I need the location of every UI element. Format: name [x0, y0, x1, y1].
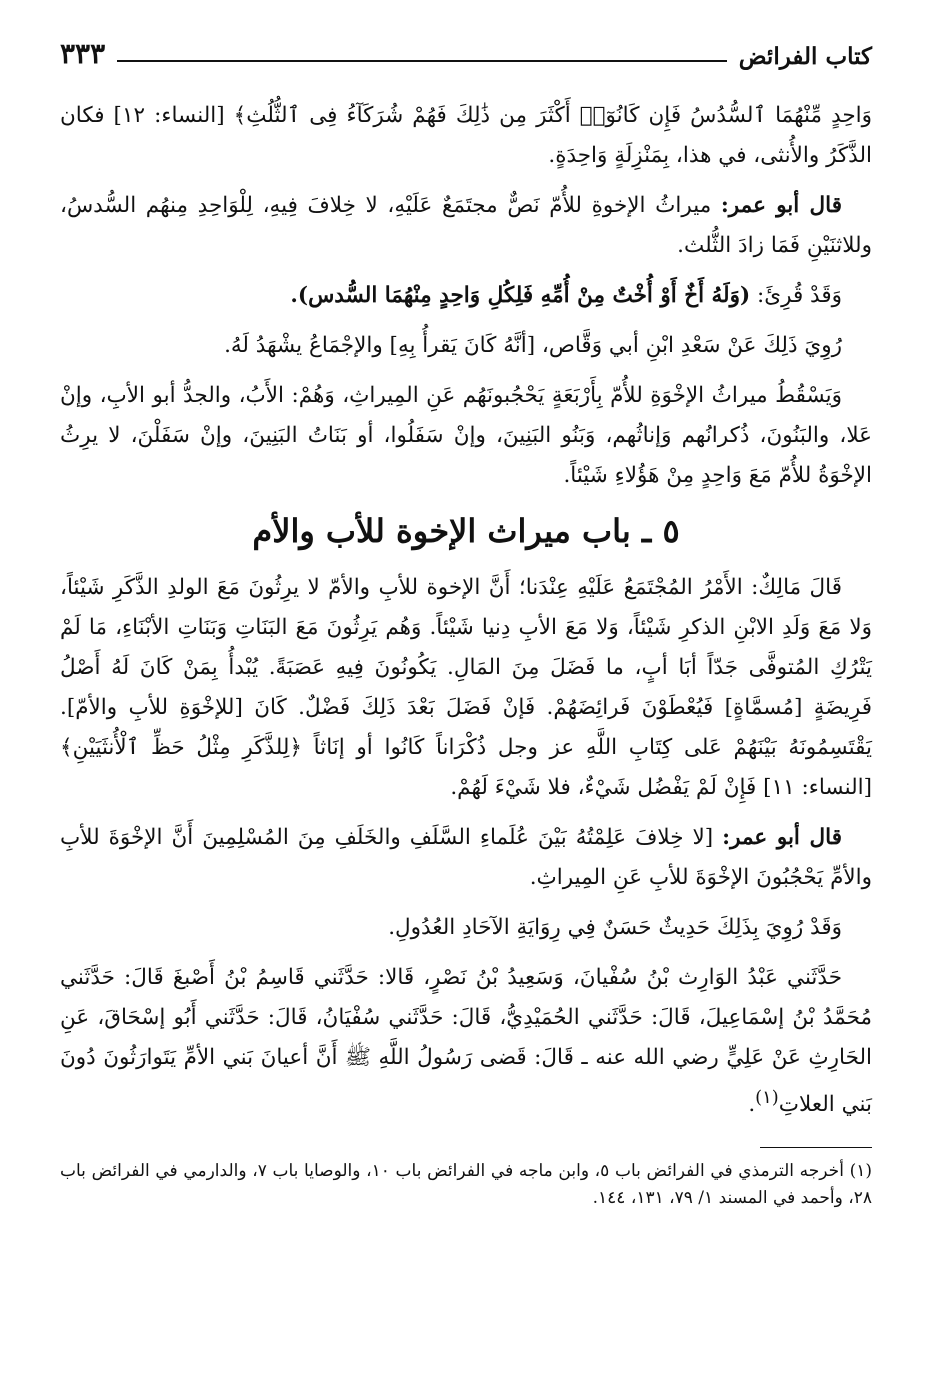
footnote-separator — [760, 1147, 872, 1148]
page-body — [60, 96, 872, 1125]
qiraa-quote: (وَلَهُ أَخٌ أَوْ أُخْتٌ مِنْ أُمِّهِ فَلِكُلِ وَاحِدٍ مِنْهُمَا السُّدس). — [290, 283, 751, 308]
paragraph-text: ميراثُ الإخوةِ للأُمّ نَصٌّ مجتَمَعٌ عَلَيْهِ، لا خِلافَ فِيهِ، لِلْوَاحِدِ مِنهُم السُّدسُ، وللاثنَيْنِ فَمَا زادَ الثُّلث. — [60, 193, 872, 258]
footnote-1: (١) أخرجه الترمذي في الفرائض باب ٥، وابن ماجه في الفرائض باب ١٠، والوصايا باب ٧، والدارمي في الفرائض باب ٢٨، وأحمد في المسند ١/ ٧٩، ١٣١، ١٤٤. — [60, 1161, 872, 1209]
header-rule — [117, 60, 727, 62]
speaker-label: قال أبو عمر: — [722, 825, 842, 850]
speaker-label: قال أبو عمر: — [720, 193, 842, 218]
paragraph-malik: قَالَ مَالِكٌ: الأَمْرُ المُجْتَمَعُ عَلَيْهِ عِنْدَنا؛ أَنَّ الإخوة للأبِ والأمّ لا يرِثُونَ مَعَ الولدِ الذَّكَرِ شَيْئاً، وَلا مَعَ وَلَدِ الابْنِ الذكرِ شَيْئاً، وَلا مَعَ الأبِ دِنيا شَيْئاً. وَهُم يَرِثُونَ مَعَ البَنَاتِ وَبَنَاتِ الأبْنَاءِ، مَا لَمْ يَتْرُكِ المُتوفَّى جَدّاً أبَا أبٍ، ما فَضَلَ مِنَ المَالِ. يَكُونُونَ فِيهِ عَصَبَةً. يُبْدأُ بِمَنْ كَانَ لَهُ أَصْلُ فَرِيضَةٍ [مُسمَّاةٍ] فَيُعْطَوْنَ فَرائِضَهُمْ. فَإنْ فَضَلَ بَعْدَ ذَلِكَ فَضْلٌ. كَانَ [للإخْوَةِ للأبِ والأمّ]. يَقْتَسِمُونَهُ بَيْنَهُمْ عَلى كِتَابِ اللَّهِ عز وجل ذُكْرَاناً كَانُوا أو إنَاثاً ﴿لِلذَّكَرِ مِثْلُ حَظِّ ٱلْأُنثَيَيْنِ﴾ [النساء: ١١] فَإِنْ لَمْ يَفْضُل شَيْءٌ، فلا شَيْءَ لَهُمْ. — [60, 575, 872, 800]
paragraph-qiraa — [60, 276, 872, 316]
paragraph-text: [لا خِلافَ عَلِمْتُهُ بَيْنَ عُلَماءِ السَّلَفِ والخَلَفِ مِنَ المُسْلِمِينَ أَنَّ الإخْوَةَ للأبِ والأمِّ يَحْجُبُونَ الإخْوَةَ للأبِ عَنِ المِيراثِ. — [60, 825, 872, 890]
footnote-ref: (١) — [755, 1087, 779, 1108]
paragraph-hadith-note: وَقَدْ رُوِيَ بِذَلِكَ حَدِيثٌ حَسَنٌ فِي رِوَايَةِ الآحَادِ العُدُولِ. — [388, 915, 842, 940]
paragraph-isqat: وَيَسْقُطُ ميراثُ الإخْوَةِ للأُمّ بِأَرْبَعَةٍ يَحْجُبونَهُم عَنِ المِيراثِ، وَهُمْ: الأَبُ، والجدُّ أبو الأبِ، وإنْ عَلا، والبَنُونَ، ذُكرانُهم وَإناثُهم، وَبَنُو البَنِينَ، وإنْ سَفَلُوا، أو بَنَاتُ البَنِينَ، وإنْ سَفَلْنَ، لا يرِثُ الإخْوَةُ للأُمّ مَعَ وَاحِدٍ مِنْ هَؤُلاءِ شَيْئاً. — [60, 383, 872, 488]
paragraph-abu-umar-2 — [60, 818, 872, 898]
paragraph-riwaya: رُوِيَ ذَلِكَ عَنْ سَعْدِ ابْنِ أبي وَقَّاص، [أنَّهُ كَانَ يَقرأُ بِهِ] والإجْمَاعُ يشْهَدُ لَهُ. — [224, 333, 842, 358]
page-header — [60, 30, 872, 70]
page-number: ٣٣٣ — [60, 37, 106, 70]
footnotes — [60, 1158, 872, 1212]
paragraph-end: . — [748, 1092, 756, 1118]
book-title: كتاب الفرائض — [738, 43, 872, 70]
paragraph-isnad — [60, 958, 872, 1125]
paragraph-quran-continuation: وَاحِدٍ مِّنْهُمَا ٱلسُّدُسُ فَإِن كَانُوٓا۟ أَكْثَرَ مِن ذَٰلِكَ فَهُمْ شُرَكَآءُ فِى ٱلثُّلُثِ﴾ [النساء: ١٢] فكان الذَّكَرُ والأُنثى، في هذا، بِمَنْزِلَةٍ وَاحِدَةٍ. — [60, 103, 872, 168]
section-heading: ٥ ـ باب ميراث الإخوة للأب والأم — [252, 512, 680, 550]
paragraph-text: وَقَدْ قُرِئَ: — [750, 283, 842, 308]
paragraph-abu-umar-1 — [60, 186, 872, 266]
book-page — [60, 30, 872, 1212]
paragraph-text: حَدَّثَني عَبْدُ الوَارِث بْنُ سُفْيانَ، وَسَعِيدُ بْنُ نَصْرٍ، قَالا: حَدَّثَني قَاسِمُ بْنُ أَصْبغَ قَالَ: حَدَّثَني مُحَمَّدُ بْنُ إسْمَاعِيلَ، قَالَ: حَدَّثَني الحُمَيْدِيُّ، قَالَ: حَدَّثَني سُفْيَانُ، قَالَ: حَدَّثَني أَبُو إسْحَاقَ، عَنِ الحَارِثِ عَنْ عَلِيٍّ رضي الله عنه ـ قَالَ: قَضى رَسُولُ اللَّهِ ﷺ أَنَّ أعيانَ بَني الأمِّ يَتَوارَثُونَ دُونَ بَني العلاتِ — [60, 965, 872, 1118]
